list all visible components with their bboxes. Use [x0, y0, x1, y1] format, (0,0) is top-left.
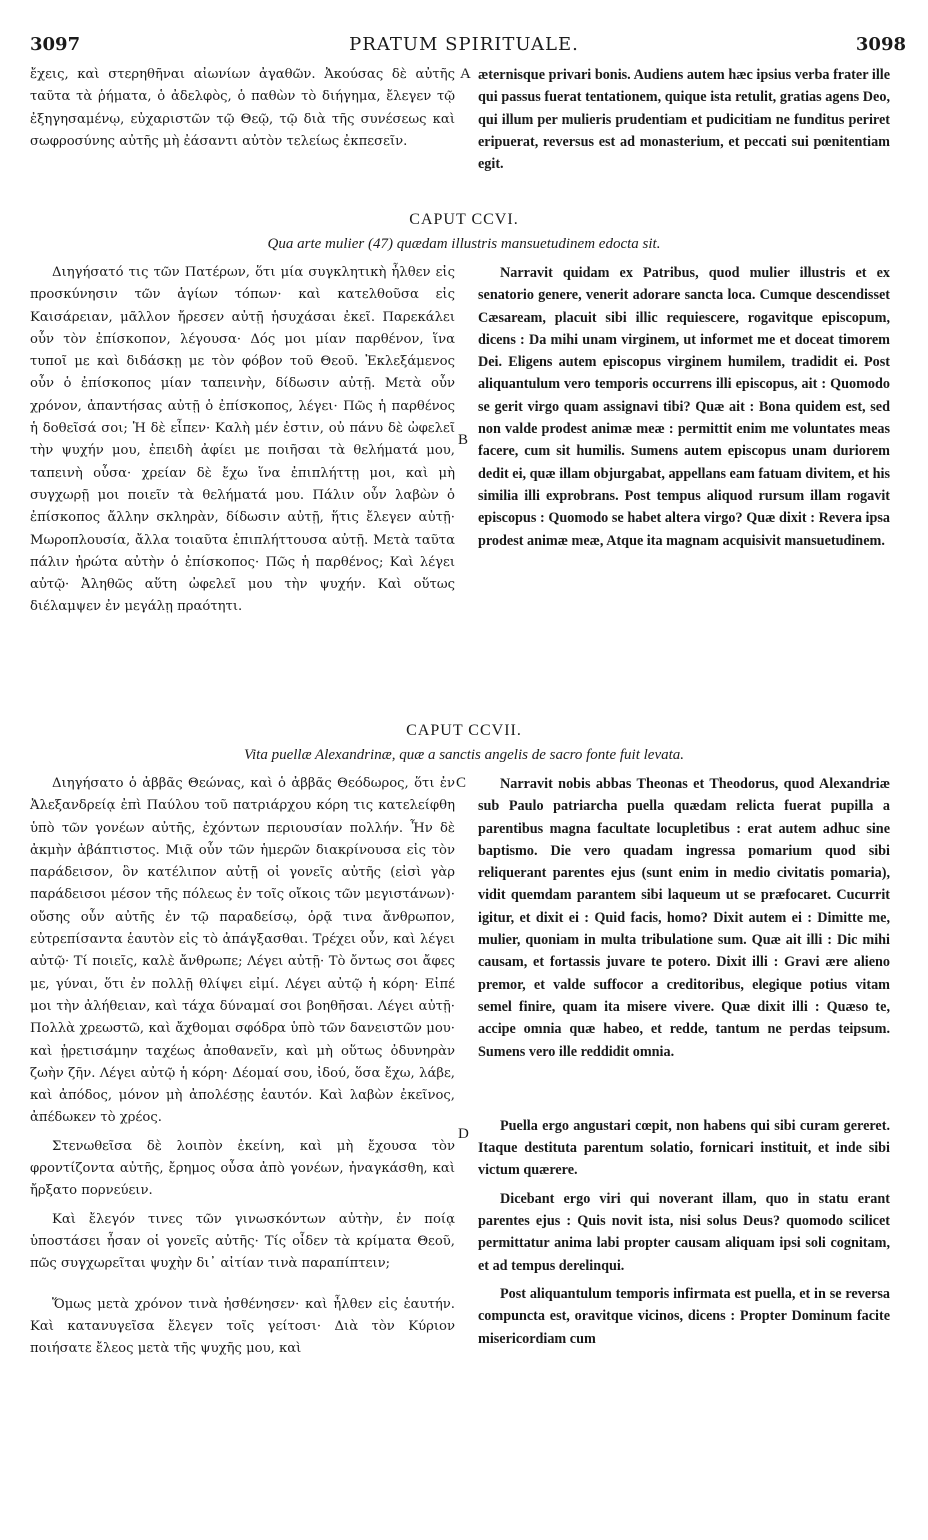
right-page-number: 3098 [855, 34, 906, 55]
greek-chapter-207 [30, 773, 455, 1360]
greek-paragraph-2: Στενωθεῖσα δὲ λοιπὸν ἐκείνη, καὶ μὴ ἔχουσα τὸν φροντίζοντα αὐτῆς, ἔρημος οὖσα ἀπὸ γονέων, ἠναγκάσθη, καὶ ἤρξατο πορνεύειν. [30, 1138, 455, 1199]
margin-mark-d: D [458, 1126, 469, 1142]
latin-paragraph: Narravit quidam ex Patribus, quod mulier illustris et ex senatorio genere, venerit adorare sancta loca. Cumque descendisset Cæsaream, placuit sibi illic requiescere, rogavitque episcopum, dicens : Da mihi unam virginem, ut informet me et doceat timorem Dei. Eligens autem episcopus virginem humilem, tradidit ei. Post aliquantulum vero temporis occurrens illi episcopus, ait : Quomodo se gerit virgo quam assignavi tibi? Quæ ait : Bona quidem est, sed non valde prodest animæ meæ : permittit enim me voluntates meas facere, cum sit humilis. Sumens autem episcopus unam duriorem dedit ei, quæ illam objurgabat, appellans eam fatuam divitem, et his similia illi exprobrans. Post tempus aliquod rursum illam rogavit episcopus : Quomodo se habet altera virgo? Quæ dixit : Revera ipsa prodest animæ meæ, Atque ita magnam acquisivit mansuetudinem. [478, 265, 890, 549]
latin-chapter-207 [478, 773, 890, 1350]
greek-paragraph-4: Ὅμως μετὰ χρόνον τινὰ ἠσθένησεν· καὶ ἦλθεν εἰς ἑαυτήν. Καὶ κατανυγεῖσα ἔλεγεν τοῖς γείτοσι· Διὰ τὸν Κύριον ποιήσατε ἔλεος μετὰ τῆς ψυχῆς μου, καὶ [30, 1296, 455, 1357]
margin-mark-b: B [458, 432, 469, 448]
greek-chapter-206 [30, 262, 455, 619]
chapter-206-subtitle: Qua arte mulier (47) quædam illustris mansuetudinem edocta sit. [267, 236, 661, 252]
latin-continuation [478, 64, 890, 175]
latin-chapter-206 [478, 262, 890, 552]
running-title: PRATUM SPIRITUALE. [349, 34, 579, 55]
left-page-number: 3097 [30, 34, 81, 55]
chapter-207-heading: CAPUT CCVII. [406, 722, 522, 739]
greek-continuation [30, 64, 455, 153]
latin-paragraph-4: Post aliquantulum temporis infirmata est puella, et in se reversa compuncta est, oravitque vicinos, dicens : Propter Dominum facite misericordiam cum [478, 1285, 890, 1347]
latin-paragraph-3: Dicebant ergo viri qui noverant illam, quo in statu erant parentes ejus : Quis novit ista, nisi solus Deus? quomodo scilicet permittatur anima labi propter causam aliquam ipsi soli cognitam, et ad tempus derelinqui. [478, 1190, 890, 1274]
chapter-206-heading: CAPUT CCVI. [409, 211, 519, 228]
greek-paragraph: Διηγήσατό τις τῶν Πατέρων, ὅτι μία συγκλητικὴ ἦλθεν εἰς προσκύνησιν τῶν ἁγίων τόπων· καὶ κατελθοῦσα εἰς Καισάρειαν, μᾶλλον ἤρεσεν αὐτῇ ἡσυχάσαι ἐκεῖ. Παρεκάλει οὖν τὸν ἐπίσκοπον, λέγουσα· Δός μοι μίαν παρθένον, ἵνα τυποῖ με καὶ διδάσκῃ με τὸν φόβον τοῦ Θεοῦ. Ἐκλεξάμενος οὖν ὁ ἐπίσκοπος μίαν ταπεινὴν, δίδωσιν αὐτῇ. Μετὰ οὖν χρόνον, ἀπαντήσας αὐτῇ ὁ ἐπίσκοπος, λέγει· Πῶς ἡ παρθένος ἡ δοθεῖσά σοι; Ἡ δὲ εἶπεν· Καλὴ μέν ἐστιν, οὐ πάνυ δὲ ὠφελεῖ τὴν ψυχήν μου, ἐπειδὴ ἀφίει με ποιῆσαι τὰ θελήματά μου, ταπεινὴ οὖσα· χρείαν δὲ ἔχω ἵνα ἐπιπλήττῃ μοι, καὶ μὴ συγχωρῇ μοι ποιεῖν τὰ θελήματά μου. Πάλιν οὖν λαβὼν ὁ ἐπίσκοπος ἄλλην σκληρὰν, δίδωσιν αὐτῇ, ἥτις ἔλεγεν αὐτῇ· Μωροπλουσία, ἄλλα τοιαῦτα ἐπιπλήττουσα αὐτῇ. Μετὰ ταῦτα πάλιν ἠρώτα αὐτὴν ὁ ἐπίσκοπος· Πῶς ἡ παρθένος; Καὶ λέγει αὐτῷ· Ἀληθῶς αὕτη ὠφελεῖ μου τὴν ψυχήν. Καὶ οὕτως διέλαμψεν ἐν μεγάλῃ πραότητι. [30, 265, 455, 615]
greek-paragraph-3: Καὶ ἔλεγόν τινες τῶν γινωσκόντων αὐτὴν, ἐν ποίᾳ ὑποστάσει ἦσαν οἱ γονεῖς αὐτῆς· Τίς οἶδεν τὰ κρίματα Θεοῦ, πῶς συγχωρεῖται ψυχὴν δι᾽ αἰτίαν τινὰ παραπίπτειν; [30, 1211, 455, 1272]
greek-paragraph-1: Διηγήσατο ὁ ἀββᾶς Θεώνας, καὶ ὁ ἀββᾶς Θεόδωρος, ὅτι ἐν Ἀλεξανδρείᾳ ἐπὶ Παύλου τοῦ πατριάρχου κόρη τις κατελείφθη ὑπὸ τῶν γονέων αὐτῆς, ἐχόντων περιουσίαν πολλήν. Ἦν δὲ ἀκμὴν ἀβάπτιστος. Μιᾷ οὖν τῶν ἡμερῶν διακρίνουσα εἰς τὸν παράδεισον, ὃν κατέλιπον αὐτῇ οἱ γονεῖς αὐτῆς (εἰσὶ γὰρ παράδεισοι μέσον τῆς πόλεως ἐν τοῖς οἴκοις τῶν μεγιστάνων)· οὔσης οὖν αὐτῆς ἐν τῷ παραδείσῳ, ὁρᾷ τινα ἄνθρωπον, εὐτρεπίσαντα ἑαυτὸν εἰς τὸ ἀπάγξασθαι. Τρέχει οὖν, καὶ λέγει αὐτῷ· Τί ποιεῖς, καλὲ ἄνθρωπε; Λέγει αὐτῇ· Τὸ ὄντως σοι ἄφες με, γύναι, ὅτι ἐν πολλῇ θλίψει εἰμί. Λέγει αὐτῷ ἡ κόρη· Εἰπέ μοι τὴν ἀλήθειαν, καὶ τάχα δύναμαί σοι βοηθῆσαι. Λέγει αὐτῇ· Πολλὰ χρεωστῶ, καὶ ἄχθομαι σφόδρα ὑπὸ τῶν δανειστῶν μου· καὶ ᾑρετισάμην ταχέως ἀποθανεῖν, καὶ μὴ οὕτως ὀδυνηρὰν ζωὴν ζῆν. Λέγει αὐτῷ ἡ κόρη· Δέομαί σου, ἰδού, ὅσα ἔχω, λάβε, καὶ ἀπόδος, μόνον μὴ ἀπολέσῃς ἑαυτόν. Καὶ λαβὼν ἐκεῖνος, ἀπέδωκεν τὸ χρέος. [30, 776, 455, 1126]
greek-paragraph: ἔχεις, καὶ στερηθῆναι αἰωνίων ἀγαθῶν. Ἀκούσας δὲ αὐτῆς ταῦτα τὰ ῥήματα, ὁ ἀδελφὸς, ὁ παθὼν τὸ διήγημα, ἔλεγεν τῷ ἐξηγησαμένῳ, εὐχαριστῶν τῷ Θεῷ, τῷ διὰ τῆς συνέσεως καὶ σωφροσύνης αὐτῆς μὴ ἐάσαντι αὐτὸν τελείως ἐκπεσεῖν. [30, 67, 455, 149]
margin-mark-c: C [456, 775, 467, 791]
chapter-207-subtitle: Vita puellæ Alexandrinæ, quæ a sanctis angelis de sacro fonte fuit levata. [243, 747, 685, 763]
latin-paragraph-1: Narravit nobis abbas Theonas et Theodorus, quod Alexandriæ sub Paulo patriarcha puella quædam relicta fuerat pupilla a parentibus magna facultate locupletibus : erat autem adhuc sine baptismo. Die vero quadam ingressa pomarium quod sibi reliquerant parentes ejus (sunt enim in medio civitatis pomaria), vidit quemdam parantem sibi laqueum ut se præfocaret. Cucurrit igitur, et dixit ei : Quid facis, homo? Dixit autem ei : Dimitte me, mulier, quoniam in multa tribulatione sum. Quæ ait illi : Dic mihi causam, et fortassis juvare te potero. Dixit illi : Gravi ære alieno premor, et valde suffocor a creditoribus, elegique potius vitam semel finire, quam ita misere vivere. Quæ dixit illi : Quæso te, accipe omnia quæ habeo, et redde, tantum ne perdas teipsum. Sumens vero ille reddidit omnia. [478, 776, 890, 1060]
latin-paragraph-2: Puella ergo angustari cœpit, non habens qui sibi curam gereret. Itaque destituta parentum solatio, fornicari instituit, et inde sibi victum quærere. [478, 1117, 890, 1179]
margin-mark-a: A [460, 66, 471, 82]
latin-paragraph: æternisque privari bonis. Audiens autem hæc ipsius verba frater ille qui passus fuerat tentationem, quique ista retulit, gratias agens Deo, qui illum per mulieris prudentiam et pudicitiam ne funditus periret eripuerat, reversus est ad monasterium, et peccati sui pœnitentiam egit. [478, 67, 890, 173]
